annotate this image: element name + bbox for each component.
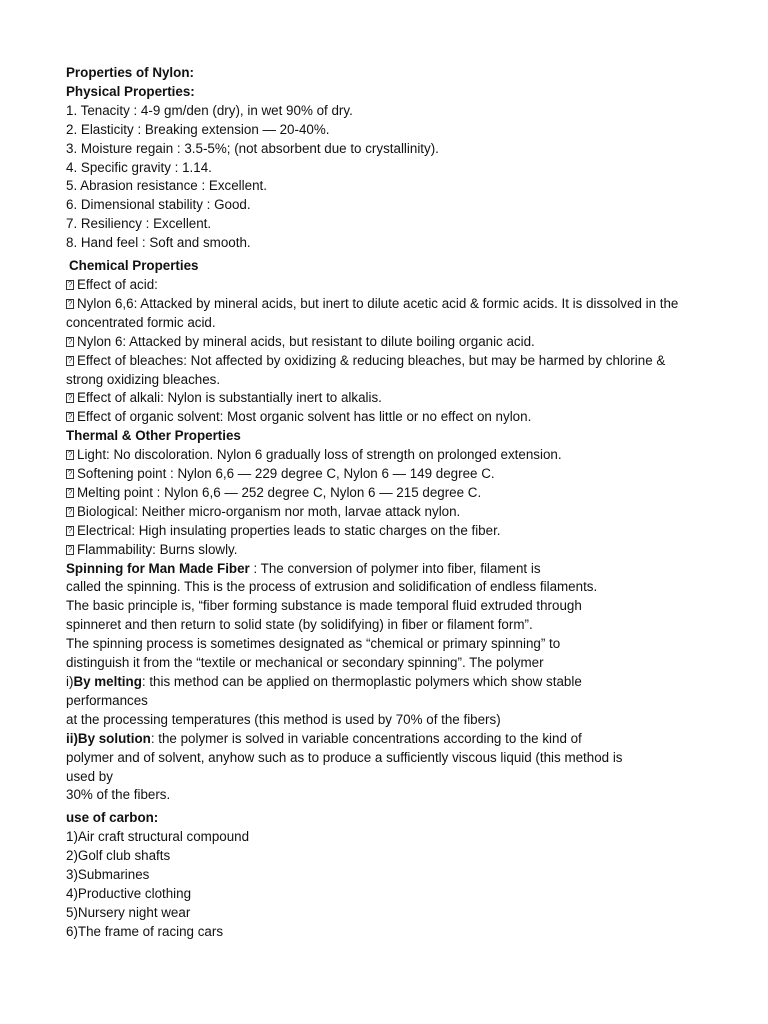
carbon-item: 5)Nursery night wear bbox=[66, 904, 191, 920]
carbon-item: 3)Submarines bbox=[66, 867, 150, 883]
chemical-item: ?Effect of acid: bbox=[66, 276, 706, 295]
physical-item: 5. Abrasion resistance : Excellent. bbox=[66, 178, 267, 194]
spinning-line: performances bbox=[66, 692, 148, 708]
chemical-item: ?Effect of organic solvent: Most organic solvent has little or no effect on nylon. bbox=[66, 408, 706, 427]
physical-heading: Physical Properties: bbox=[66, 83, 195, 99]
physical-item: 6. Dimensional stability : Good. bbox=[66, 197, 251, 213]
spinning-line: used by bbox=[66, 768, 113, 784]
missing-glyph-icon bbox=[66, 507, 74, 517]
spinning-heading: Spinning for Man Made Fiber bbox=[66, 560, 250, 576]
thermal-heading: Thermal & Other Properties bbox=[66, 428, 241, 444]
missing-glyph-icon bbox=[66, 356, 74, 366]
melting-method: i)By melting: this method can be applied on thermoplastic polymers which show stable bbox=[66, 674, 582, 689]
chemical-item: ?Nylon 6: Attacked by mineral acids, but resistant to dilute boiling organic acid. bbox=[66, 333, 706, 352]
carbon-item: 4)Productive clothing bbox=[66, 885, 192, 901]
missing-glyph-icon bbox=[66, 469, 74, 479]
spinning-line: The spinning process is sometimes designated as “chemical or primary spinning” to bbox=[66, 636, 561, 652]
spinning-line: distinguish it from the “textile or mechanical or secondary spinning”. The polymer bbox=[66, 655, 544, 671]
missing-glyph-icon bbox=[66, 337, 74, 347]
chemical-heading: Chemical Properties bbox=[69, 258, 199, 274]
chemical-item: ?Effect of bleaches: Not affected by oxidizing & reducing bleaches, but may be harmed by chlorine & strong oxidizing bleaches. bbox=[66, 352, 706, 390]
thermal-list bbox=[66, 446, 706, 559]
spinning-line: The basic principle is, “fiber forming substance is made temporal fluid extruded through bbox=[66, 598, 582, 614]
missing-glyph-icon bbox=[66, 412, 74, 422]
document-title: Properties of Nylon: bbox=[66, 65, 194, 80]
physical-item: 8. Hand feel : Soft and smooth. bbox=[66, 235, 251, 251]
carbon-heading: use of carbon: bbox=[66, 810, 159, 826]
physical-item: 2. Elasticity : Breaking extension — 20-40%. bbox=[66, 121, 330, 137]
spinning-line: spinneret and then return to solid state (by solidifying) in fiber or filament form”. bbox=[66, 617, 533, 633]
missing-glyph-icon bbox=[66, 488, 74, 498]
thermal-item: ?Light: No discoloration. Nylon 6 gradually loss of strength on prolonged extension. bbox=[66, 446, 706, 465]
missing-glyph-icon bbox=[66, 299, 74, 309]
thermal-item: ?Biological: Neither micro-organism nor moth, larvae attack nylon. bbox=[66, 503, 706, 522]
thermal-item: ?Melting point : Nylon 6,6 — 252 degree C, Nylon 6 — 215 degree C. bbox=[66, 484, 706, 503]
spinning-line: polymer and of solvent, anyhow such as to produce a sufficiently viscous liquid (this method is bbox=[66, 749, 623, 765]
missing-glyph-icon bbox=[66, 545, 74, 555]
carbon-item: 1)Air craft structural compound bbox=[66, 829, 250, 845]
carbon-item: 6)The frame of racing cars bbox=[66, 923, 224, 939]
missing-glyph-icon bbox=[66, 280, 74, 290]
chemical-item: ?Effect of alkali: Nylon is substantially inert to alkalis. bbox=[66, 389, 706, 408]
carbon-list bbox=[66, 828, 706, 941]
thermal-item: ?Flammability: Burns slowly. bbox=[66, 541, 706, 560]
spinning-section bbox=[66, 560, 706, 806]
physical-item: 4. Specific gravity : 1.14. bbox=[66, 159, 212, 175]
solution-method: ii)By solution: the polymer is solved in variable concentrations according to the kind of bbox=[66, 730, 582, 746]
thermal-item: ?Electrical: High insulating properties leads to static charges on the fiber. bbox=[66, 522, 706, 541]
missing-glyph-icon bbox=[66, 450, 74, 460]
physical-item: 1. Tenacity : 4-9 gm/den (dry), in wet 90% of dry. bbox=[66, 102, 353, 118]
chemical-list bbox=[66, 276, 706, 427]
physical-list bbox=[66, 102, 706, 253]
spinning-line: 30% of the fibers. bbox=[66, 787, 171, 803]
spinning-line: at the processing temperatures (this method is used by 70% of the fibers) bbox=[66, 711, 501, 727]
chemical-item: ?Nylon 6,6: Attacked by mineral acids, but inert to dilute acetic acid & formic acids. It is dissolved in the concentrated formic acid. bbox=[66, 295, 706, 333]
spinning-line: called the spinning. This is the process of extrusion and solidification of endless filaments. bbox=[66, 579, 598, 595]
document-page bbox=[66, 64, 706, 942]
missing-glyph-icon bbox=[66, 393, 74, 403]
spinning-intro: Spinning for Man Made Fiber : The conversion of polymer into fiber, filament is bbox=[66, 560, 541, 576]
thermal-item: ?Softening point : Nylon 6,6 — 229 degree C, Nylon 6 — 149 degree C. bbox=[66, 465, 706, 484]
physical-item: 3. Moisture regain : 3.5-5%; (not absorbent due to crystallinity). bbox=[66, 140, 439, 156]
physical-item: 7. Resiliency : Excellent. bbox=[66, 216, 212, 232]
carbon-item: 2)Golf club shafts bbox=[66, 848, 171, 864]
missing-glyph-icon bbox=[66, 526, 74, 536]
